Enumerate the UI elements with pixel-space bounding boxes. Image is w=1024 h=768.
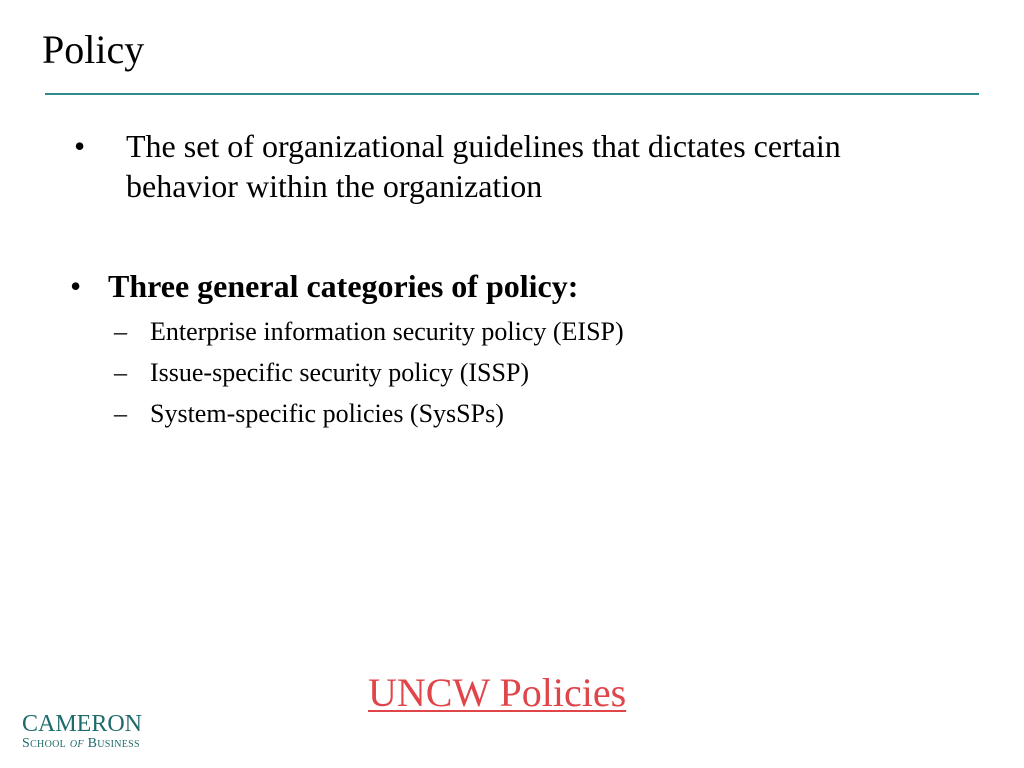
slide-title: Policy: [42, 27, 145, 72]
list-item: [114, 352, 914, 393]
cameron-school-logo: [22, 712, 142, 752]
bullet-text: The set of organizational guidelines that dictates certain behavior within the organization: [126, 128, 841, 204]
list-item-text: Issue-specific security policy (ISSP): [150, 358, 530, 387]
dash-marker: –: [114, 399, 127, 428]
category-list: [114, 311, 914, 434]
title-divider: [45, 93, 979, 95]
list-item: [114, 393, 914, 434]
logo-subtitle: [22, 736, 142, 752]
uncw-policies-link[interactable]: UNCW Policies: [368, 670, 627, 715]
logo-school: School: [22, 736, 67, 751]
list-item-text: Enterprise information security policy (EISP): [150, 317, 624, 346]
bullet-marker: •: [70, 268, 82, 304]
bullet-heading: Three general categories of policy:: [108, 268, 579, 304]
logo-name: CAMERON: [22, 711, 143, 737]
logo-of: of: [69, 736, 84, 751]
bullet-marker: •: [74, 128, 86, 164]
list-item-text: System-specific policies (SysSPs): [150, 399, 504, 428]
dash-marker: –: [114, 317, 127, 346]
list-item: [114, 311, 914, 352]
logo-business: Business: [87, 736, 140, 751]
dash-marker: –: [114, 358, 127, 387]
